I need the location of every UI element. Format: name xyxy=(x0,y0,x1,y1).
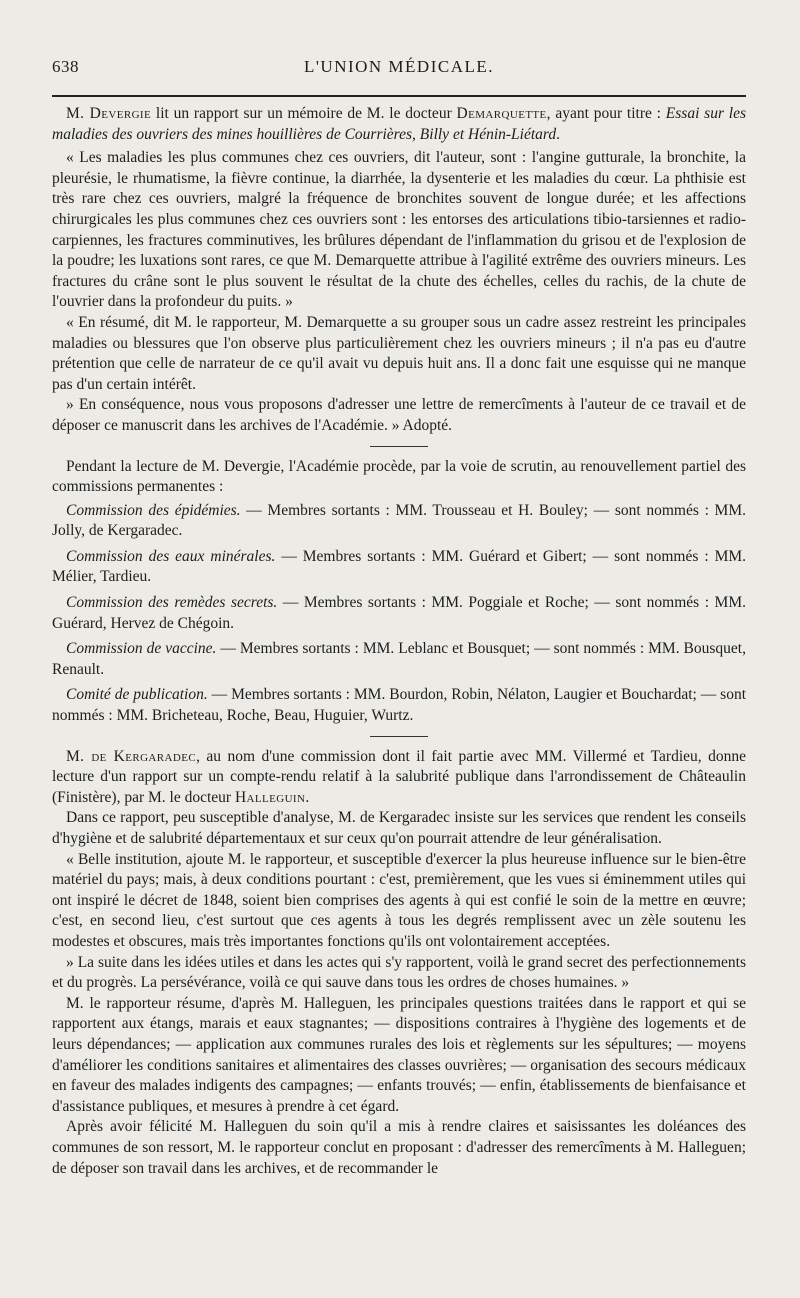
paragraph-summary: « En résumé, dit M. le rapporteur, M. Demarquette a su grouper sous un cadre assez restreint les principales maladies ou blessures que l'on observe plus particulièrement chez les ouvriers mineurs ; il n'a pas eu d'autre prétention que celle de narrateur de ce qu'il avait vu depuis huit ans. Il a donc fait une esquisse qui ne manque pas d'un certain intérêt. xyxy=(52,313,746,393)
paragraph-scrutin: Pendant la lecture de M. Devergie, l'Académie procède, par la voie de scrutin, au renouvellement partiel des commissions permanentes : xyxy=(52,457,746,496)
paragraph-perseverance: » La suite dans les idées utiles et dans les actes qui s'y rapportent, voilà le grand secret des perfectionnements et du progrès. La persévérance, voilà ce qui sauve dans tous les ordres de choses humaines. » xyxy=(52,953,746,992)
journal-title: L'UNION MÉDICALE. xyxy=(303,57,495,76)
paragraph-felicitations: Après avoir félicité M. Halleguen du soin qu'il a mis à rendre claires et saisissantes les doléances des communes de son ressort, M. le rapporteur conclut en proposant : d'adresser des remercîments à M. Halleguen; de déposer son travail dans les archives, et de recommander le xyxy=(52,1118,746,1177)
paragraph-kergaradec: M. de Kergaradec, au nom d'une commission dont il fait partie avec MM. Villermé et Tardieu, donne lecture d'un rapport sur un compte-rendu relatif à la salubrité publique dans l'arrondissement de Châteaulin (Finistère), par M. le docteur Halleguin. xyxy=(52,747,746,806)
commission-name: Commission des épidémies. xyxy=(66,501,241,519)
paragraph-conclusion: » En conséquence, nous vous proposons d'adresser une lettre de remercîments à l'auteur de ce travail et de déposer ce manuscrit dans les archives de l'Académie. » Adopté. xyxy=(52,396,746,434)
commission-entry xyxy=(52,547,746,588)
section-separator xyxy=(370,736,428,737)
commission-members: — Membres sortants : MM. Trousseau et H. Bouley; — sont nommés : MM. Jolly, de Kergaradec. xyxy=(52,501,746,540)
commission-members: — Membres sortants : MM. Poggiale et Roche; — sont nommés : MM. Guérard, Hervez de Chégoin. xyxy=(52,594,746,632)
commission-entry xyxy=(52,501,746,542)
paragraph-belle-institution: « Belle institution, ajoute M. le rapporteur, et susceptible d'exercer la plus heureuse influence sur le bien-être matériel du pays; mais, à deux conditions pourtant : c'est, premièrement, que les vues si éminemment utiles qui ont inspiré le décret de 1848, soient bien comprises des agents à qui est confié le soin de la mettre en œuvre; c'est, en second lieu, c'est surtout que ces agents à tous les degrés remplissent avec un zèle soutenu les modestes et obscures, mais très importantes fonctions qu'ils ont volontairement acceptées. xyxy=(52,850,746,950)
commission-members: — Membres sortants : MM. Bourdon, Robin, Nélaton, Laugier et Bouchardat; — sont nommés : MM. Bricheteau, Roche, Beau, Huguier, Wurtz. xyxy=(52,686,747,725)
commission-entry xyxy=(52,593,746,634)
commission-name: Commission de vaccine. xyxy=(66,640,217,658)
commission-name: Comité de publication. xyxy=(66,686,208,704)
commission-members: — Membres sortants : MM. Leblanc et Bousquet; — sont nommés : MM. Bousquet, Renault. xyxy=(52,640,746,678)
commission-list xyxy=(52,501,746,727)
commission-name: Commission des eaux minérales. xyxy=(66,547,276,565)
paragraph-devergie-report: M. Devergie lit un rapport sur un mémoire de M. le docteur Demarquette, ayant pour titre : Essai sur les maladies des ouvriers des mines houillières de Courrières, Billy et Hénin-Liétard. xyxy=(52,105,746,143)
paragraph-quote-diseases: « Les maladies les plus communes chez ces ouvriers, dit l'auteur, sont : l'angine gutturale, la bronchite, la pleurésie, le rhumatisme, la fièvre continue, la diarrhée, la dysenterie et les maladies du cœur. La phthisie est très rare chez ces ouvriers, malgré la fréquence de bronchites souvent de longue durée; et les affections chirurgicales les plus communes chez ces ouvriers sont : les entorses des articulations tibio-tarsiennes et radio-carpiennes, les fractures comminutives, les brûlures dépendant de l'inflammation du grisou et de l'explosion de la poudre; les luxations sont rares, ce que M. Demarquette attribue à l'agilité extrême des ouvriers mineurs. Les fractures du crâne sont le plus souvent le résultat de la chute des échelles, celles du rachis, de la chute de l'ouvrier dans la profondeur du puits. » xyxy=(52,149,746,311)
section-separator xyxy=(370,446,428,447)
running-header xyxy=(52,0,746,77)
commission-entry xyxy=(52,639,746,680)
commission-entry xyxy=(52,685,746,726)
header-rule xyxy=(52,95,746,97)
article-body xyxy=(52,104,746,1179)
paragraph-questions: M. le rapporteur résume, d'après M. Halleguen, les principales questions traitées dans le rapport et qui se rapportent aux étangs, marais et eaux stagnantes; — dispositions contraires à l'hygiène des logements et de leurs dépendances; — application aux communes rurales des lois et règlements sur les sépultures; — moyens d'améliorer les conditions sanitaires et alimentaires des classes ouvrières; — organisation des secours médicaux en faveur des malades indigents des campagnes; — enfants trouvés; — enfin, établissements de bienfaisance et d'assistance publiques, et mesures à prendre à cet égard. xyxy=(52,994,746,1115)
commission-members: — Membres sortants : MM. Guérard et Gibert; — sont nommés : MM. Mélier, Tardieu. xyxy=(52,547,747,586)
memoir-title: Essai sur les maladies des ouvriers des mines houillières de Courrières, Billy et Hénin-Liétard xyxy=(52,105,746,143)
paragraph-rapport: Dans ce rapport, peu susceptible d'analyse, M. de Kergaradec insiste sur les services que rendent les conseils d'hygiène et de salubrité départementaux et sur ceux qu'on pourrait attendre de leur généralisation. xyxy=(52,809,746,847)
page-number: 638 xyxy=(52,57,79,76)
commission-name: Commission des remèdes secrets. xyxy=(66,594,278,612)
